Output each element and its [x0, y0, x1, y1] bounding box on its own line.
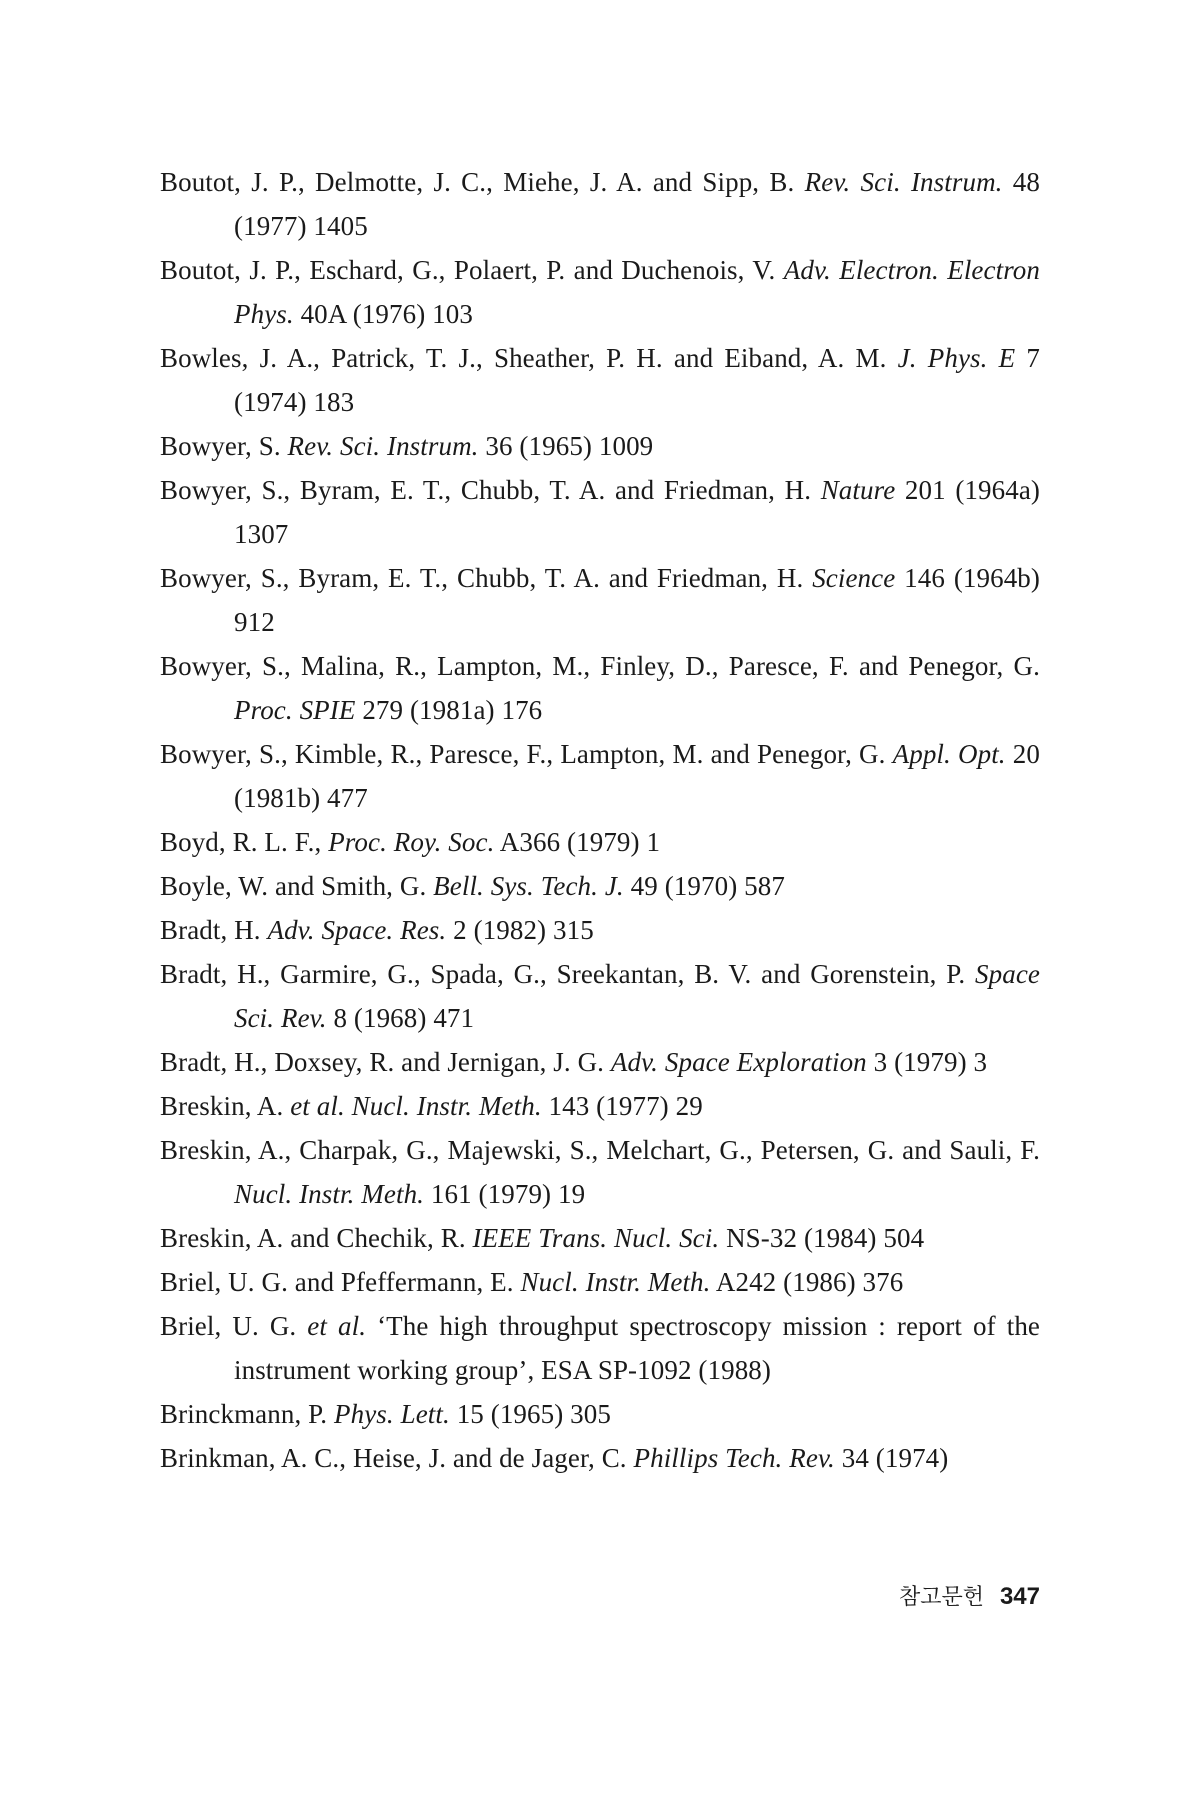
page-number: 347 — [999, 1583, 1040, 1610]
reference-text: Bradt, H., Doxsey, R. and Jernigan, J. G. — [160, 1047, 611, 1077]
reference-journal: Rev. Sci. Instrum. — [804, 167, 1003, 197]
reference-entry — [160, 336, 1040, 424]
reference-text: Bowles, J. A., Patrick, T. J., Sheather, P. H. and Eiband, A. M. — [160, 343, 898, 373]
reference-journal: Proc. SPIE — [234, 695, 356, 725]
reference-text: Breskin, A., Charpak, G., Majewski, S., Melchart, G., Petersen, G. and Sauli, F. — [160, 1135, 1040, 1165]
reference-entry — [160, 1304, 1040, 1392]
reference-entry — [160, 1392, 1040, 1436]
reference-journal: Nucl. Instr. Meth. — [520, 1267, 711, 1297]
reference-text: 8 (1968) 471 — [326, 1003, 475, 1033]
reference-entry — [160, 732, 1040, 820]
reference-text: Bowyer, S., Kimble, R., Paresce, F., Lampton, M. and Penegor, G. — [160, 739, 893, 769]
reference-journal: Space Sci. Rev. — [234, 959, 1040, 1033]
reference-text: Boutot, J. P., Eschard, G., Polaert, P. and Duchenois, V. — [160, 255, 784, 285]
reference-text: Briel, U. G. — [160, 1311, 308, 1341]
reference-journal: Bell. Sys. Tech. J. — [433, 871, 624, 901]
reference-text: Briel, U. G. and Pfeffermann, E. — [160, 1267, 521, 1297]
reference-journal: et al. — [307, 1311, 367, 1341]
reference-text: Bowyer, S., Malina, R., Lampton, M., Finley, D., Paresce, F. and Penegor, G. — [160, 651, 1040, 681]
reference-text: Bradt, H., Garmire, G., Spada, G., Sreekantan, B. V. and Gorenstein, P. — [160, 959, 976, 989]
reference-text: Bowyer, S., Byram, E. T., Chubb, T. A. and Friedman, H. — [160, 563, 813, 593]
reference-text: Bowyer, S., Byram, E. T., Chubb, T. A. and Friedman, H. — [160, 475, 821, 505]
reference-entry — [160, 160, 1040, 248]
reference-journal: J. Phys. E — [897, 343, 1016, 373]
reference-journal: Appl. Opt. — [892, 739, 1006, 769]
reference-entry — [160, 248, 1040, 336]
reference-text: A242 (1986) 376 — [710, 1267, 904, 1297]
reference-text: 3 (1979) 3 — [866, 1047, 988, 1077]
reference-text: Boyle, W. and Smith, G. — [160, 871, 434, 901]
reference-text: A366 (1979) 1 — [494, 827, 661, 857]
reference-entry — [160, 864, 1040, 908]
reference-journal: Phys. Lett. — [334, 1399, 450, 1429]
reference-text: Boutot, J. P., Delmotte, J. C., Miehe, J. A. and Sipp, B. — [160, 167, 805, 197]
reference-journal: Adv. Space. Res. — [267, 915, 447, 945]
page-footer — [860, 1580, 1040, 1611]
reference-entry — [160, 1084, 1040, 1128]
reference-text: 7 (1974) 183 — [234, 343, 1040, 417]
reference-text: 20 (1981b) 477 — [234, 739, 1040, 813]
reference-entry — [160, 644, 1040, 732]
reference-text: 15 (1965) 305 — [449, 1399, 611, 1429]
reference-entry — [160, 1260, 1040, 1304]
section-label: 참고문헌 — [898, 1585, 984, 1610]
reference-entry — [160, 1040, 1040, 1084]
reference-text: NS-32 (1984) 504 — [719, 1223, 925, 1253]
reference-journal: Proc. Roy. Soc. — [328, 827, 495, 857]
reference-journal: et al. Nucl. Instr. Meth. — [290, 1091, 542, 1121]
reference-text: 279 (1981a) 176 — [355, 695, 543, 725]
reference-entry — [160, 556, 1040, 644]
reference-journal: Adv. Electron. Electron Phys. — [234, 255, 1040, 329]
reference-text: 143 (1977) 29 — [541, 1091, 703, 1121]
reference-journal: Science — [812, 563, 896, 593]
reference-text: Boyd, R. L. F., — [160, 827, 329, 857]
reference-entry — [160, 820, 1040, 864]
reference-text: 36 (1965) 1009 — [478, 431, 654, 461]
reference-entry — [160, 1216, 1040, 1260]
reference-entry — [160, 952, 1040, 1040]
reference-text: 49 (1970) 587 — [623, 871, 785, 901]
reference-journal: Phillips Tech. Rev. — [633, 1443, 835, 1473]
reference-journal: IEEE Trans. Nucl. Sci. — [472, 1223, 720, 1253]
reference-text: Brinckmann, P. — [160, 1399, 334, 1429]
reference-text: 34 (1974) — [834, 1443, 949, 1473]
reference-journal: Nature — [820, 475, 896, 505]
reference-entry — [160, 424, 1040, 468]
reference-text: Breskin, A. and Chechik, R. — [160, 1223, 473, 1253]
reference-entry — [160, 468, 1040, 556]
reference-text: Brinkman, A. C., Heise, J. and de Jager, C. — [160, 1443, 634, 1473]
reference-text: 2 (1982) 315 — [446, 915, 594, 945]
reference-entry — [160, 908, 1040, 952]
reference-list — [160, 160, 1040, 1480]
reference-text: Breskin, A. — [160, 1091, 291, 1121]
reference-text: 48 (1977) 1405 — [234, 167, 1040, 241]
reference-entry — [160, 1436, 1040, 1480]
reference-journal: Nucl. Instr. Meth. — [234, 1179, 425, 1209]
reference-text: ‘The high throughput spectroscopy mission : report of the instrument working group’, ESA SP-1092 (1988) — [234, 1311, 1041, 1385]
reference-journal: Adv. Space Exploration — [610, 1047, 867, 1077]
reference-text: Bradt, H. — [160, 915, 268, 945]
reference-journal: Rev. Sci. Instrum. — [287, 431, 479, 461]
reference-text: 146 (1964b) 912 — [234, 563, 1041, 637]
reference-entry — [160, 1128, 1040, 1216]
reference-text: 201 (1964a) 1307 — [234, 475, 1040, 549]
reference-text: 40A (1976) 103 — [293, 299, 473, 329]
reference-text: Bowyer, S. — [160, 431, 288, 461]
reference-text: 161 (1979) 19 — [424, 1179, 586, 1209]
